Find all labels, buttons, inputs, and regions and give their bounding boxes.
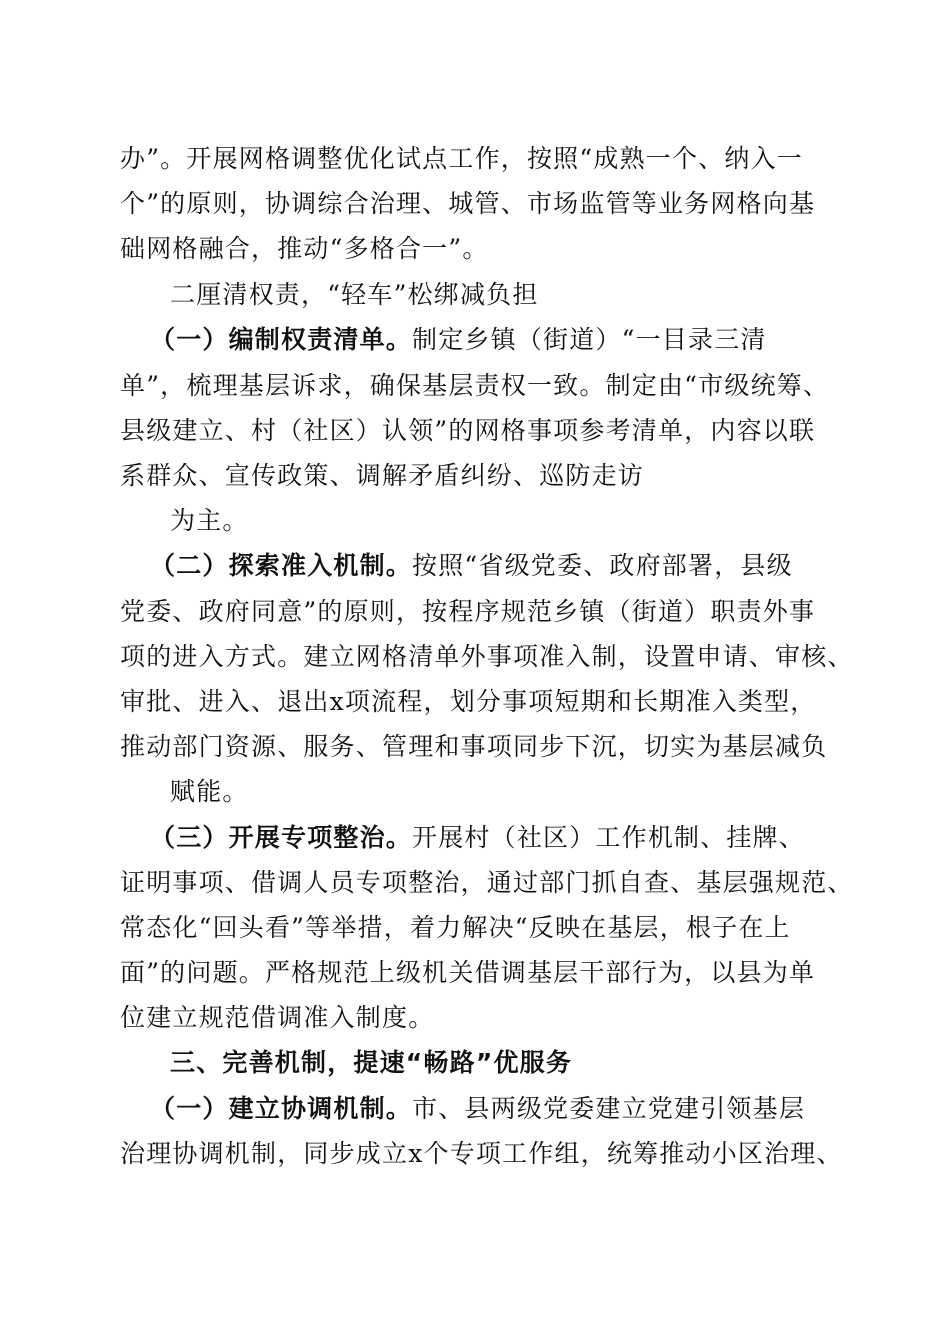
paragraph-line: 党委、政府同意”的原则，按程序规范乡镇（街道）职责外事 — [120, 597, 816, 626]
subheading: （一）编制权责清单。 — [150, 325, 413, 354]
paragraph-line: 系群众、宣传政策、调解矛盾纠纷、巡防走访 — [120, 461, 645, 490]
subheading: （二）探索准入机制。 — [150, 551, 413, 580]
paragraph-line: 常态化“回头看”等举措，着力解决“反映在基层，根子在上 — [120, 913, 791, 942]
text: 市、县两级党委建立党建引领基层 — [412, 1094, 806, 1123]
text: 开展村（社区）工作机制、挂牌、 — [412, 823, 806, 852]
paragraph-line — [150, 823, 805, 853]
paragraph-line: 办”。开展网格调整优化试点工作，按照“成熟一个、纳入一 — [120, 144, 803, 173]
paragraph-line: 面”的问题。严格规范上级机关借调基层干部行为，以县为单 — [120, 958, 816, 987]
text: 制定乡镇（街道）“一目录三清 — [412, 325, 767, 354]
paragraph-line: 单”，梳理基层诉求，确保基层责权一致。制定由“市级统筹、 — [120, 371, 830, 400]
paragraph-line — [150, 325, 767, 355]
paragraph-line: 证明事项、借调人员专项整治，通过部门抓自查、基层强规范、 — [120, 868, 854, 897]
subheading: （一）建立协调机制。 — [150, 1094, 413, 1123]
paragraph-line: 个”的原则，协调综合治理、城管、市场监管等业务网格向基 — [120, 189, 816, 218]
paragraph-line: 位建立规范借调准入制度。 — [120, 1003, 435, 1032]
section-heading-3: 三、完善机制，提速“畅路”优服务 — [170, 1048, 573, 1077]
paragraph-line: 为主。 — [170, 506, 249, 535]
paragraph-line: 审批、进入、退出x项流程，划分事项短期和长期准入类型， — [120, 687, 817, 716]
paragraph-line: 赋能。 — [170, 777, 249, 806]
paragraph-line: 县级建立、村（社区）认领”的网格事项参考清单，内容以联 — [120, 416, 816, 445]
paragraph-line: 治理协调机制，同步成立x个专项工作组，统筹推动小区治理、 — [120, 1139, 843, 1168]
section-heading-2: 二厘清权责，“轻车”松绑减负担 — [170, 280, 539, 309]
paragraph-line: 项的进入方式。建立网格清单外事项准入制，设置申请、审核、 — [120, 642, 854, 671]
text: 按照“省级党委、政府部署，县级 — [412, 551, 793, 580]
paragraph-line — [150, 1094, 805, 1124]
paragraph-line — [150, 551, 793, 581]
paragraph-line: 础网格融合，推动“多格合一”。 — [120, 234, 489, 263]
paragraph-line: 推动部门资源、服务、管理和事项同步下沉，切实为基层减负 — [120, 732, 828, 761]
subheading: （三）开展专项整治。 — [150, 823, 413, 852]
